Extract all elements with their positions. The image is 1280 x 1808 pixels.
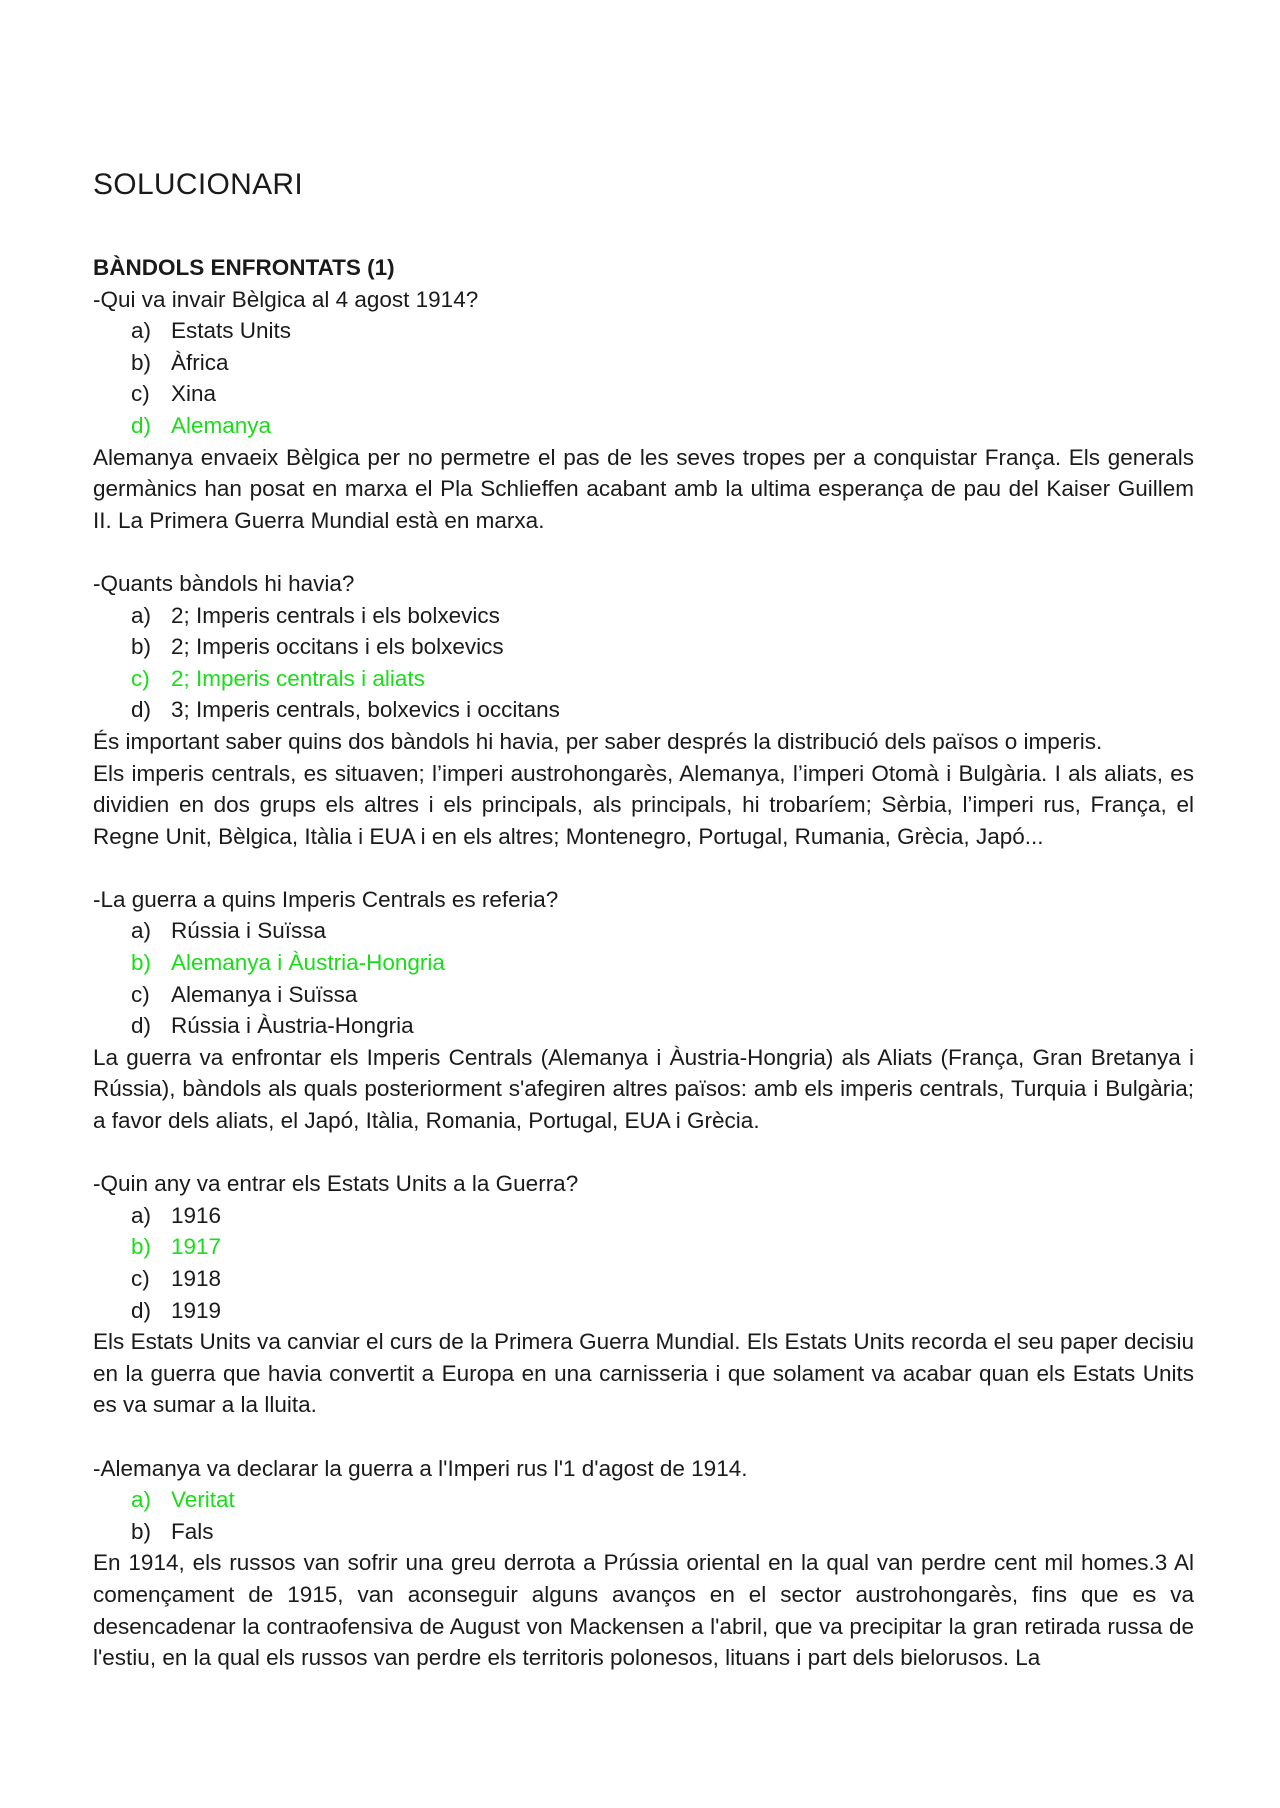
option-letter: d) [131,412,152,438]
option-letter: a) [131,1202,152,1228]
option-letter: d) [131,1297,152,1323]
option-list [93,1484,1194,1547]
option-list [93,315,1194,441]
question-text: -Quants bàndols hi havia? [93,570,355,596]
option-text: Rússia i Suïssa [171,918,327,944]
correct-option-item [131,410,1194,442]
option-item [131,1516,1194,1548]
option-letter: a) [131,318,152,344]
page-title: SOLUCIONARI [93,168,304,201]
option-letter: c) [131,981,150,1007]
option-letter: d) [131,697,152,723]
option-item [131,315,1194,347]
option-item [131,600,1194,632]
correct-option-item [131,1484,1194,1516]
explanation-text: En 1914, els russos van sofrir una greu derrota a Prússia oriental en la qual van perdre cent mil homes.3 Al començament de 1915, van aconseguir alguns avanços en el sector austrohongarès, fins que es va desencadenar la contraofensiva de August von Mackensen a l'abril, que va precipitar la gran retirada russa de l'estiu, en la qual els russos van perdre els territoris polonesos, lituans i part dels bielorusos. La [93,1550,1194,1671]
option-item [131,347,1194,379]
option-text: 1916 [171,1202,222,1228]
question-text: -La guerra a quins Imperis Centrals es referia? [93,886,559,912]
option-list [93,1200,1194,1326]
spacer [93,1137,1194,1169]
question-block [93,1453,1194,1674]
option-text: Veritat [171,1487,235,1513]
explanation-text: La guerra va enfrontar els Imperis Centrals (Alemanya i Àustria-Hongria) als Aliats (França, Gran Bretanya i Rússia), bàndols als quals posteriorment s'afegiren altres països: amb els imperis centrals, Turquia i Bulgària; a favor dels aliats, el Japó, Itàlia, Romania, Portugal, EUA i Grècia. [93,1044,1194,1134]
question-block [93,284,1194,537]
option-text: 2; Imperis centrals i els bolxevics [171,602,500,628]
option-item [131,1295,1194,1327]
question-block [93,568,1194,852]
explanation-text: Els imperis centrals, es situaven; l’imperi austrohongarès, Alemanya, l’imperi Otomà i Bulgària. I als aliats, es dividien en dos grups els altres i els principals, als principals, hi trobaríem; Sèrbia, l’imperi rus, França, el Regne Unit, Bèlgica, Itàlia i EUA i en els altres; Montenegro, Portugal, Rumania, Grècia, Japó... [93,760,1194,849]
option-item [131,979,1194,1011]
option-text: 2; Imperis occitans i els bolxevics [171,634,504,660]
option-text: Fals [171,1518,214,1544]
option-text: Alemanya i Suïssa [171,981,358,1007]
option-text: 1917 [171,1234,222,1260]
option-letter: b) [131,634,152,660]
option-item [131,694,1194,726]
option-letter: b) [131,950,152,976]
section-heading: BÀNDOLS ENFRONTATS (1) [93,255,395,280]
correct-option-item [131,947,1194,979]
option-item [131,378,1194,410]
option-item [131,1263,1194,1295]
explanation-intro-text: És important saber quins dos bàndols hi havia, per saber després la distribució dels països o imperis. [93,728,1103,754]
question-block [93,884,1194,1137]
correct-option-item [131,1231,1194,1263]
question-text: -Quin any va entrar els Estats Units a la Guerra? [93,1171,579,1197]
option-item [131,1200,1194,1232]
option-text: 1918 [171,1266,222,1291]
option-item [131,631,1194,663]
option-item [131,915,1194,947]
question-text: -Alemanya va declarar la guerra a l'Imperi rus l'1 d'agost de 1914. [93,1455,748,1481]
option-list [93,600,1194,726]
option-letter: b) [131,1518,152,1544]
document-body [93,252,1194,1674]
correct-option-item [131,663,1194,695]
option-text: Rússia i Àustria-Hongria [171,1013,414,1039]
option-item [131,1010,1194,1042]
explanation-text: Els Estats Units va canviar el curs de la Primera Guerra Mundial. Els Estats Units recorda el seu paper decisiu en la guerra que havia convertit a Europa en una carnisseria i que solament va acabar quan els Estats Units es va sumar a la lluita. [93,1329,1194,1418]
option-letter: c) [131,665,150,691]
option-list [93,915,1194,1041]
option-text: 1919 [171,1297,222,1323]
option-text: Xina [171,381,217,407]
option-text: Alemanya i Àustria-Hongria [171,950,445,976]
option-letter: c) [131,381,150,407]
option-letter: a) [131,918,152,944]
question-block [93,1168,1194,1421]
question-text: -Qui va invair Bèlgica al 4 agost 1914? [93,286,479,312]
option-text: Alemanya [171,412,272,438]
option-letter: a) [131,1487,152,1513]
option-letter: d) [131,1013,152,1039]
option-text: 2; Imperis centrals i aliats [171,665,425,691]
explanation-text: Alemanya envaeix Bèlgica per no permetre el pas de les seves tropes per a conquistar França. Els generals germànics han posat en marxa el Pla Schlieffen acabant amb la ultima esperança de pau del Kaiser Guillem II. La Primera Guerra Mundial està en marxa. [93,444,1194,533]
option-text: Estats Units [171,318,292,344]
option-letter: c) [131,1266,150,1291]
option-text: 3; Imperis centrals, bolxevics i occitans [171,697,560,723]
spacer [93,852,1194,884]
option-letter: b) [131,1234,152,1260]
option-letter: b) [131,349,152,375]
spacer [93,1421,1194,1453]
option-letter: a) [131,602,152,628]
spacer [93,536,1194,568]
option-text: Àfrica [171,349,229,375]
